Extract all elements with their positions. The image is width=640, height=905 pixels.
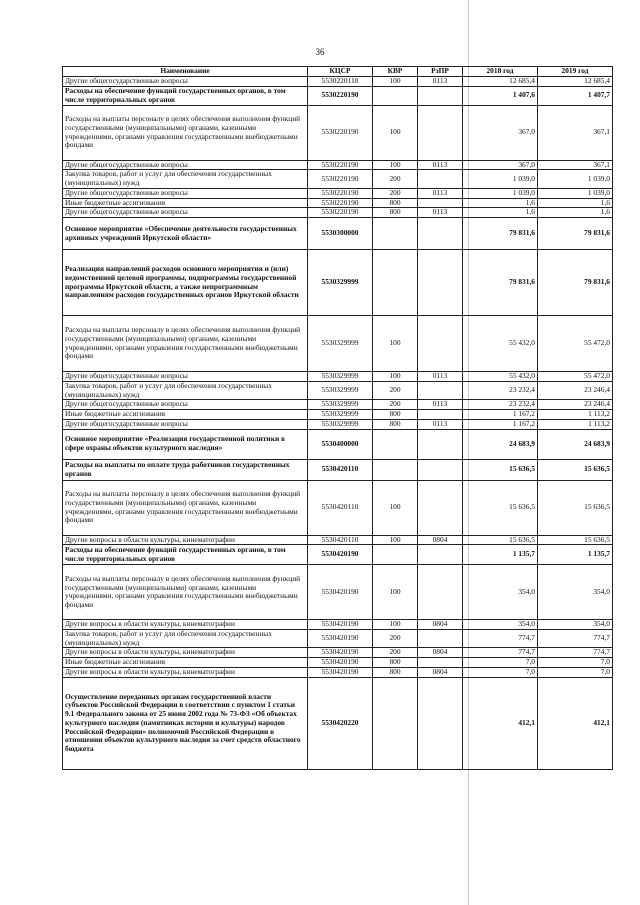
cell-name: Расходы на выплаты персоналу в целях обеспечения выполнения функций государственными (муниципальными) органами, казенными учреждениями, органами управления государственными внебюджетными фондами <box>63 480 308 535</box>
cell-rzpr <box>418 381 463 399</box>
cell-code: 5530329999 <box>308 372 373 382</box>
cell-2019: 7,0 <box>538 658 613 668</box>
cell-kvr <box>373 677 418 769</box>
cell-kvr: 800 <box>373 419 418 429</box>
header-2018: 2018 год <box>463 67 538 77</box>
cell-rzpr: 0113 <box>418 372 463 382</box>
table-row <box>63 218 613 250</box>
cell-name: Другие общегосударственные вопросы <box>63 372 308 382</box>
table-row <box>63 630 613 648</box>
cell-2019: 15 636,5 <box>538 459 613 480</box>
cell-rzpr <box>418 410 463 420</box>
table-row <box>63 459 613 480</box>
table-row <box>63 410 613 420</box>
table-row <box>63 535 613 545</box>
cell-code: 5530420110 <box>308 459 373 480</box>
cell-2018: 12 685,4 <box>463 77 538 87</box>
cell-2019: 23 246,4 <box>538 400 613 410</box>
cell-2019: 15 636,5 <box>538 535 613 545</box>
cell-name: Другие общегосударственные вопросы <box>63 160 308 170</box>
cell-2018: 774,7 <box>463 630 538 648</box>
header-name: Наименование <box>63 67 308 77</box>
table-row <box>63 77 613 87</box>
cell-code: 5530220190 <box>308 198 373 208</box>
table-row <box>63 381 613 399</box>
cell-2018: 24 683,9 <box>463 429 538 459</box>
cell-name: Основное мероприятие «Реализация государственной политики в сфере охраны объектов культурного наследия» <box>63 429 308 459</box>
page-number: 36 <box>315 47 325 57</box>
cell-rzpr <box>418 630 463 648</box>
table-row <box>63 208 613 218</box>
cell-2019: 774,7 <box>538 630 613 648</box>
cell-code: 5530420110 <box>308 535 373 545</box>
cell-2018: 1,6 <box>463 208 538 218</box>
cell-code: 5530329999 <box>308 250 373 316</box>
cell-rzpr <box>418 677 463 769</box>
cell-2019: 1 113,2 <box>538 419 613 429</box>
header-kvr: КВР <box>373 67 418 77</box>
cell-rzpr <box>418 459 463 480</box>
cell-kvr: 100 <box>373 316 418 372</box>
table-row <box>63 160 613 170</box>
table-row <box>63 677 613 769</box>
cell-kvr: 100 <box>373 77 418 87</box>
cell-code: 5530420190 <box>308 620 373 630</box>
cell-name: Осуществление переданных органам государственной власти субъектов Российской Федерации в соответствии с пунктом 1 статьи 9.1 Федерального закона от 25 июня 2002 года № 73-ФЗ «Об объектах культурного наследия (памятниках истории и культуры) народов Российской Федерации» полномочий Российской Федерации в отношении объектов культурного наследия за счет средств областного бюджета <box>63 677 308 769</box>
cell-name: Расходы на обеспечение функций государственных органов, в том числе территориальных органов <box>63 86 308 105</box>
cell-2019: 55 472,0 <box>538 316 613 372</box>
cell-code: 5530220190 <box>308 188 373 198</box>
cell-rzpr: 0113 <box>418 419 463 429</box>
table-row <box>63 316 613 372</box>
cell-kvr: 100 <box>373 160 418 170</box>
cell-code: 5530220190 <box>308 105 373 160</box>
cell-2018: 1 039,0 <box>463 188 538 198</box>
cell-2018: 1 167,2 <box>463 419 538 429</box>
cell-name: Другие вопросы в области культуры, кинематографии <box>63 620 308 630</box>
cell-name: Другие общегосударственные вопросы <box>63 419 308 429</box>
cell-rzpr <box>418 198 463 208</box>
cell-name: Другие общегосударственные вопросы <box>63 77 308 87</box>
cell-rzpr <box>418 86 463 105</box>
table-row <box>63 545 613 565</box>
cell-kvr: 100 <box>373 372 418 382</box>
cell-rzpr <box>418 316 463 372</box>
cell-rzpr: 0113 <box>418 77 463 87</box>
cell-kvr: 200 <box>373 648 418 658</box>
table-row <box>63 198 613 208</box>
cell-2018: 367,0 <box>463 160 538 170</box>
cell-rzpr <box>418 250 463 316</box>
cell-2018: 23 232,4 <box>463 400 538 410</box>
cell-2019: 774,7 <box>538 648 613 658</box>
cell-code: 5530420190 <box>308 667 373 677</box>
cell-code: 5530420220 <box>308 677 373 769</box>
cell-code: 5530420190 <box>308 658 373 668</box>
cell-2018: 7,0 <box>463 658 538 668</box>
cell-2019: 15 636,5 <box>538 480 613 535</box>
cell-kvr <box>373 86 418 105</box>
cell-2018: 1,6 <box>463 198 538 208</box>
cell-code: 5530329999 <box>308 316 373 372</box>
cell-name: Расходы на выплаты персоналу в целях обеспечения выполнения функций государственными (муниципальными) органами, казенными учреждениями, органами управления государственными внебюджетными фондами <box>63 316 308 372</box>
cell-2019: 7,0 <box>538 667 613 677</box>
cell-kvr: 200 <box>373 630 418 648</box>
table-row <box>63 419 613 429</box>
cell-kvr: 100 <box>373 480 418 535</box>
cell-2018: 412,1 <box>463 677 538 769</box>
cell-2019: 1 039,0 <box>538 170 613 188</box>
cell-name: Другие вопросы в области культуры, кинематографии <box>63 648 308 658</box>
cell-rzpr <box>418 429 463 459</box>
cell-rzpr: 0113 <box>418 400 463 410</box>
table-row <box>63 170 613 188</box>
cell-name: Основное мероприятие «Обеспечение деятельности государственных архивных учреждений Иркутской области» <box>63 218 308 250</box>
cell-2019: 412,1 <box>538 677 613 769</box>
cell-rzpr: 0113 <box>418 160 463 170</box>
cell-name: Другие общегосударственные вопросы <box>63 208 308 218</box>
cell-2019: 354,0 <box>538 565 613 620</box>
cell-code: 5530329999 <box>308 410 373 420</box>
cell-kvr: 100 <box>373 105 418 160</box>
cell-2018: 79 831,6 <box>463 218 538 250</box>
cell-kvr <box>373 429 418 459</box>
cell-code: 5530220190 <box>308 86 373 105</box>
cell-rzpr <box>418 480 463 535</box>
cell-code: 5530329999 <box>308 381 373 399</box>
cell-2019: 55 472,0 <box>538 372 613 382</box>
cell-kvr: 200 <box>373 188 418 198</box>
cell-rzpr: 0804 <box>418 535 463 545</box>
cell-kvr: 800 <box>373 667 418 677</box>
cell-kvr: 800 <box>373 410 418 420</box>
cell-2018: 15 636,5 <box>463 535 538 545</box>
cell-name: Закупка товаров, работ и услуг для обеспечения государственных (муниципальных) нужд <box>63 630 308 648</box>
cell-code: 5530220190 <box>308 170 373 188</box>
cell-code: 5530420190 <box>308 648 373 658</box>
cell-2019: 1 113,2 <box>538 410 613 420</box>
table-header-row <box>63 67 613 77</box>
cell-2018: 1 407,6 <box>463 86 538 105</box>
table-row <box>63 400 613 410</box>
cell-rzpr <box>418 218 463 250</box>
cell-2018: 23 232,4 <box>463 381 538 399</box>
cell-code: 5530220190 <box>308 208 373 218</box>
cell-name: Расходы на выплаты по оплате труда работников государственных органов <box>63 459 308 480</box>
cell-kvr: 200 <box>373 381 418 399</box>
cell-2018: 354,0 <box>463 565 538 620</box>
table-row <box>63 250 613 316</box>
cell-2018: 1 135,7 <box>463 545 538 565</box>
cell-kvr: 200 <box>373 170 418 188</box>
cell-code: 5530220190 <box>308 160 373 170</box>
cell-code: 5530420190 <box>308 565 373 620</box>
cell-name: Расходы на выплаты персоналу в целях обеспечения выполнения функций государственными (муниципальными) органами, казенными учреждениями, органами управления государственными внебюджетными фондами <box>63 565 308 620</box>
cell-kvr: 100 <box>373 565 418 620</box>
cell-kvr <box>373 545 418 565</box>
cell-name: Иные бюджетные ассигнования <box>63 198 308 208</box>
cell-2019: 23 246,4 <box>538 381 613 399</box>
cell-rzpr <box>418 545 463 565</box>
cell-code: 5530220110 <box>308 77 373 87</box>
table-row <box>63 658 613 668</box>
cell-2018: 367,0 <box>463 105 538 160</box>
cell-code: 5530329999 <box>308 400 373 410</box>
cell-kvr <box>373 459 418 480</box>
cell-name: Закупка товаров, работ и услуг для обеспечения государственных (муниципальных) нужд <box>63 381 308 399</box>
cell-name: Другие общегосударственные вопросы <box>63 400 308 410</box>
cell-name: Другие вопросы в области культуры, кинематографии <box>63 535 308 545</box>
cell-kvr: 800 <box>373 208 418 218</box>
cell-2019: 24 683,9 <box>538 429 613 459</box>
cell-2018: 7,0 <box>463 667 538 677</box>
cell-2019: 367,1 <box>538 105 613 160</box>
cell-2019: 1 039,0 <box>538 188 613 198</box>
cell-rzpr <box>418 658 463 668</box>
cell-name: Иные бюджетные ассигнования <box>63 658 308 668</box>
table-row <box>63 565 613 620</box>
table-row <box>63 620 613 630</box>
cell-rzpr: 0804 <box>418 667 463 677</box>
cell-2019: 354,0 <box>538 620 613 630</box>
cell-rzpr: 0804 <box>418 620 463 630</box>
table-row <box>63 429 613 459</box>
cell-kvr: 800 <box>373 198 418 208</box>
budget-table <box>62 66 613 770</box>
cell-rzpr <box>418 565 463 620</box>
cell-2019: 1 407,7 <box>538 86 613 105</box>
cell-rzpr: 0113 <box>418 188 463 198</box>
cell-name: Реализация направлений расходов основного мероприятия и (или) ведомственной целевой программы, подпрограммы государственной программы Иркутской области, а также непрограммным направлениям расходов государственных органов Иркутской области <box>63 250 308 316</box>
cell-kvr <box>373 218 418 250</box>
table-row <box>63 480 613 535</box>
cell-rzpr <box>418 105 463 160</box>
cell-2019: 1,6 <box>538 208 613 218</box>
cell-rzpr: 0804 <box>418 648 463 658</box>
cell-name: Другие общегосударственные вопросы <box>63 188 308 198</box>
header-rzpr: РзПР <box>418 67 463 77</box>
cell-name: Иные бюджетные ассигнования <box>63 410 308 420</box>
cell-kvr <box>373 250 418 316</box>
table-row <box>63 188 613 198</box>
cell-rzpr: 0113 <box>418 208 463 218</box>
cell-2018: 354,0 <box>463 620 538 630</box>
cell-kvr: 200 <box>373 400 418 410</box>
cell-name: Расходы на обеспечение функций государственных органов, в том числе территориальных органов <box>63 545 308 565</box>
cell-2019: 367,1 <box>538 160 613 170</box>
cell-2018: 15 636,5 <box>463 459 538 480</box>
cell-code: 5530300000 <box>308 218 373 250</box>
cell-2019: 12 685,4 <box>538 77 613 87</box>
cell-2019: 1 135,7 <box>538 545 613 565</box>
cell-name: Другие вопросы в области культуры, кинематографии <box>63 667 308 677</box>
cell-rzpr <box>418 170 463 188</box>
cell-name: Расходы на выплаты персоналу в целях обеспечения выполнения функций государственными (муниципальными) органами, казенными учреждениями, органами управления государственными внебюджетными фондами <box>63 105 308 160</box>
header-2019: 2019 год <box>538 67 613 77</box>
cell-code: 5530400000 <box>308 429 373 459</box>
cell-kvr: 100 <box>373 620 418 630</box>
cell-2018: 55 432,0 <box>463 316 538 372</box>
cell-2018: 1 167,2 <box>463 410 538 420</box>
cell-2018: 774,7 <box>463 648 538 658</box>
cell-2019: 79 831,6 <box>538 218 613 250</box>
cell-kvr: 100 <box>373 535 418 545</box>
table-row <box>63 372 613 382</box>
header-code: КЦСР <box>308 67 373 77</box>
cell-code: 5530329999 <box>308 419 373 429</box>
table-row <box>63 667 613 677</box>
cell-code: 5530420190 <box>308 630 373 648</box>
cell-2018: 79 831,6 <box>463 250 538 316</box>
table-row <box>63 105 613 160</box>
cell-2018: 15 636,5 <box>463 480 538 535</box>
cell-code: 5530420190 <box>308 545 373 565</box>
cell-kvr: 800 <box>373 658 418 668</box>
cell-2018: 55 432,0 <box>463 372 538 382</box>
table-row <box>63 648 613 658</box>
cell-2019: 1,6 <box>538 198 613 208</box>
cell-2019: 79 831,6 <box>538 250 613 316</box>
cell-code: 5530420110 <box>308 480 373 535</box>
cell-2018: 1 039,0 <box>463 170 538 188</box>
cell-name: Закупка товаров, работ и услуг для обеспечения государственных (муниципальных) нужд <box>63 170 308 188</box>
table-row <box>63 86 613 105</box>
